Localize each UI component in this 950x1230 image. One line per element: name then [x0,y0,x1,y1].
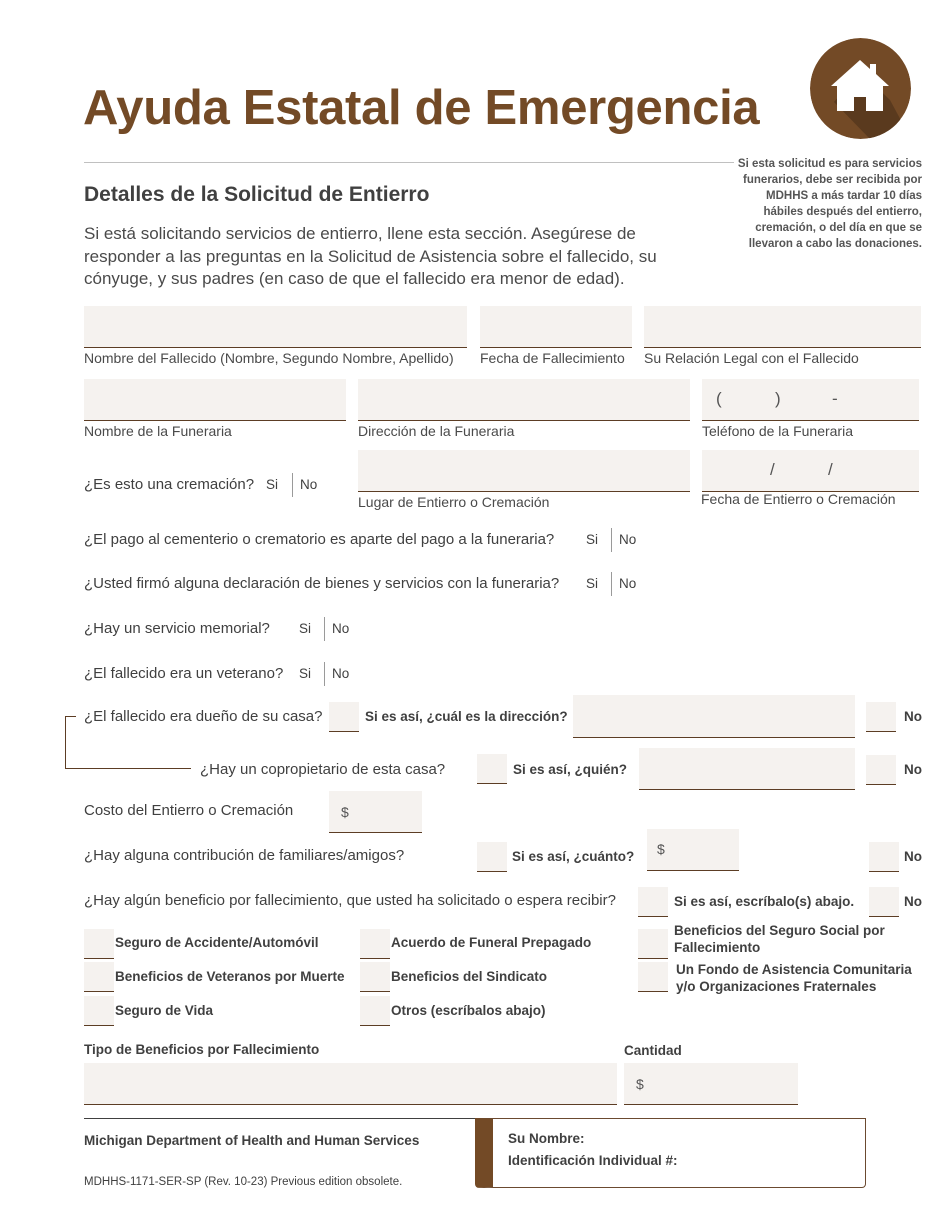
phone-close-paren: ) [775,389,781,408]
benefit-community-fund-label: Un Fondo de Asistencia Comunitaria y/o Organizaciones Fraternales [676,962,912,994]
signed-statement-question: ¿Usted firmó alguna declaración de bienes y servicios con la funeraria? [84,575,560,592]
cremation-question: ¿Es esto una cremación? [84,476,255,493]
contribution-amount-input[interactable] [647,829,739,871]
death-benefit-question: ¿Hay algún beneficio por fallecimiento, que usted ha solicitado o espera recibir? [84,892,616,909]
relationship-label: Su Relación Legal con el Fallecido [644,350,859,366]
yn-separator [611,528,612,552]
contribution-question: ¿Hay alguna contribución de familiares/amigos? [84,847,405,864]
funeral-phone-input[interactable] [702,379,919,421]
burial-place-input[interactable] [358,450,690,492]
coowner-name-input[interactable] [639,748,855,790]
benefit-veterans-label: Beneficios de Veteranos por Muerte [115,969,345,984]
coowner-question: ¿Hay un copropietario de esta casa? [200,761,446,778]
date-slash-1: / [770,460,775,479]
page-title: Ayuda Estatal de Emergencia [83,81,760,135]
cemetery-separate-question: ¿El pago al cementerio o crematorio es aparte del pago a la funeraria? [84,531,555,548]
benefit-life-insurance-label: Seguro de Vida [115,1003,214,1018]
benefit-checkbox[interactable] [360,996,390,1026]
amount-label: Cantidad [624,1043,682,1058]
veteran-question: ¿El fallecido era un veterano? [84,665,284,682]
burial-date-input[interactable] [702,450,919,492]
cemetery-separate-no[interactable]: No [619,532,637,547]
contribution-followup-label: Si es así, ¿cuánto? [512,849,635,864]
your-name-label: Su Nombre: [508,1131,585,1146]
contribution-yes-checkbox[interactable] [477,842,507,872]
relationship-input[interactable] [644,306,921,348]
contribution-no-label: No [904,849,922,864]
coowner-yes-checkbox[interactable] [477,754,507,784]
veteran-no[interactable]: No [332,666,350,681]
death-benefit-no-label: No [904,894,922,909]
benefit-union-label: Beneficios del Sindicato [391,969,548,984]
amount-input[interactable] [624,1063,798,1105]
department-name: Michigan Department of Health and Human Services [84,1133,420,1148]
coowner-no-label: No [904,762,922,777]
currency-symbol: $ [636,1076,644,1092]
currency-symbol: $ [657,841,665,857]
house-icon [810,38,911,139]
form-id: MDHHS-1171-SER-SP (Rev. 10-23) Previous edition obsolete. [84,1176,403,1188]
burial-place-label: Lugar de Entierro o Cremación [358,494,550,510]
cost-input[interactable] [329,791,422,833]
funeral-phone-label: Teléfono de la Funeraria [702,423,853,439]
homeowner-address-input[interactable] [573,695,855,738]
benefit-other-label: Otros (escríbalos abajo) [391,1003,546,1018]
coowner-followup-label: Si es así, ¿quién? [513,762,628,777]
memorial-question: ¿Hay un servicio memorial? [84,620,270,637]
benefit-type-input[interactable] [84,1063,617,1105]
benefit-checkbox[interactable] [84,996,114,1026]
cemetery-separate-yes[interactable]: Si [586,532,599,547]
veteran-yes[interactable]: Si [299,666,312,681]
coowner-no-checkbox[interactable] [866,755,896,785]
homeowner-no-label: No [904,709,922,724]
currency-symbol: $ [341,804,349,820]
date-slash-2: / [828,460,833,479]
death-benefit-yes-checkbox[interactable] [638,887,668,917]
homeowner-followup-label: Si es así, ¿cuál es la dirección? [365,709,568,724]
benefit-prepaid-label: Acuerdo de Funeral Prepagado [391,935,592,950]
funeral-address-input[interactable] [358,379,690,421]
homeowner-yes-checkbox[interactable] [329,702,359,732]
homeowner-question: ¿El fallecido era dueño de su casa? [84,708,323,725]
yn-separator [324,617,325,641]
header-divider [84,162,734,163]
memorial-no[interactable]: No [332,621,350,636]
yn-separator [611,572,612,596]
cremation-no[interactable]: No [300,477,318,492]
date-of-death-input[interactable] [480,306,632,348]
deceased-name-label: Nombre del Fallecido (Nombre, Segundo Nombre, Apellido) [84,350,454,366]
benefit-type-label: Tipo de Beneficios por Fallecimiento [84,1042,320,1057]
yn-separator [292,473,293,497]
benefit-social-security-label: Beneficios del Seguro Social por Fallecimiento [674,923,885,955]
cremation-yes[interactable]: Si [266,477,279,492]
funeral-address-label: Dirección de la Funeraria [358,423,515,439]
death-benefit-no-checkbox[interactable] [869,887,899,917]
death-benefit-followup-label: Si es así, escríbalo(s) abajo. [674,894,855,909]
applicant-id-box [475,1118,866,1188]
benefit-checkbox[interactable] [360,962,390,992]
benefit-checkbox[interactable] [638,962,668,992]
deceased-name-input[interactable] [84,306,467,348]
benefit-checkbox[interactable] [84,929,114,959]
funeral-home-input[interactable] [84,379,346,421]
deadline-note: Si esta solicitud es para servicios funerarios, debe ser recibida por MDHHS a más tardar 10 días hábiles después del entierro, cremación, o del día en que se llevaron a cabo las donaciones. [737,158,922,250]
individual-id-label: Identificación Individual #: [508,1153,678,1168]
phone-dash: - [832,389,838,408]
date-of-death-label: Fecha de Fallecimiento [480,350,625,366]
homeowner-no-checkbox[interactable] [866,702,896,732]
yn-separator [324,662,325,686]
contribution-no-checkbox[interactable] [869,842,899,872]
section-title: Detalles de la Solicitud de Entierro [84,183,430,206]
benefit-checkbox[interactable] [360,929,390,959]
memorial-yes[interactable]: Si [299,621,312,636]
signed-statement-yes[interactable]: Si [586,576,599,591]
benefit-accident-label: Seguro de Accidente/Automóvil [115,935,319,950]
funeral-home-label: Nombre de la Funeraria [84,423,232,439]
signed-statement-no[interactable]: No [619,576,637,591]
benefit-checkbox[interactable] [84,962,114,992]
cost-label: Costo del Entierro o Cremación [84,802,294,819]
benefit-checkbox[interactable] [638,929,668,959]
section-intro: Si está solicitando servicios de entierro, llene esta sección. Asegúrese de responder a las preguntas en la Solicitud de Asistencia sobre el fallecido, su cónyuge, y sus padres (en caso de que el fallecido era menor de edad). [84,224,657,288]
burial-date-label: Fecha de Entierro o Cremación [701,491,896,507]
phone-open-paren: ( [716,389,722,408]
